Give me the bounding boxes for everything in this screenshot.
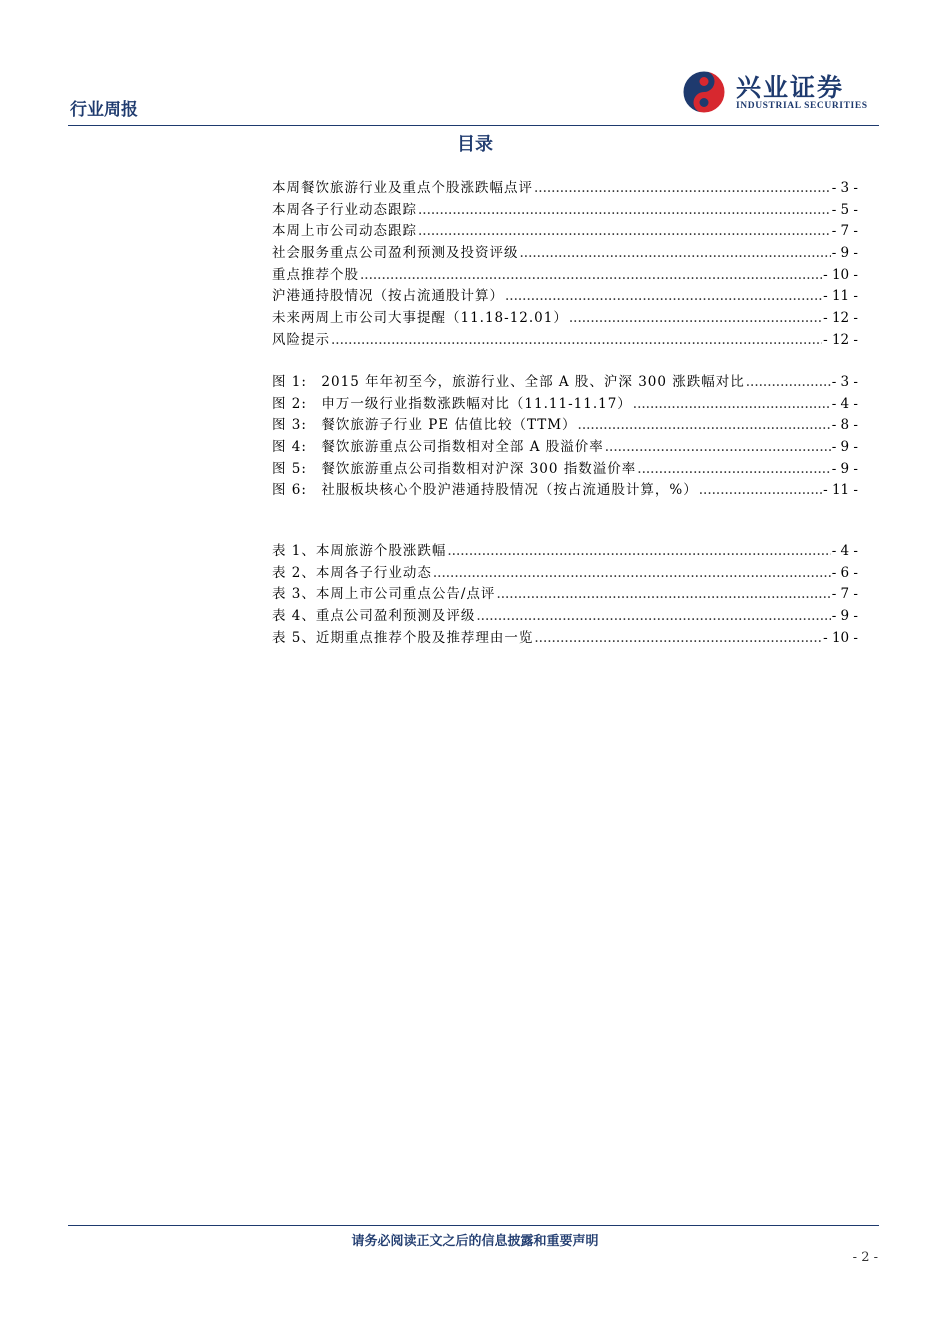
toc-entry-section-3[interactable]: [272, 219, 858, 241]
toc-leader-dots: [476, 608, 830, 624]
toc-entry-page: - 10 -: [823, 629, 858, 646]
toc-entry-page: - 7 -: [831, 586, 858, 603]
toc-leader-dots: [605, 439, 831, 455]
toc-entry-figure-1[interactable]: [272, 370, 858, 392]
toc-entry-page: - 11 -: [823, 482, 858, 499]
toc-entry-text: 本周上市公司动态跟踪: [272, 223, 417, 240]
toc-entry-text: 表 2、本周各子行业动态: [272, 564, 432, 581]
toc-entry-page: - 6 -: [831, 564, 858, 581]
header-divider: [68, 125, 879, 126]
toc-leader-dots: [505, 288, 822, 304]
toc-leader-dots: [418, 223, 831, 239]
toc-entry-page: - 11 -: [823, 288, 858, 305]
toc-entry-text: 本周餐饮旅游行业及重点个股涨跌幅点评: [272, 180, 533, 196]
toc-leader-dots: [520, 245, 831, 261]
toc-entry-section-8[interactable]: [272, 328, 858, 350]
toc-entry-section-1[interactable]: [272, 176, 858, 198]
toc-entry-page: - 7 -: [831, 223, 858, 240]
toc-leader-dots: [447, 543, 830, 559]
toc-leader-dots: [433, 565, 831, 581]
toc-entry-section-7[interactable]: [272, 306, 858, 328]
toc-entry-page: - 12 -: [823, 310, 858, 327]
toc-leader-dots: [578, 417, 831, 433]
toc-entry-table-3[interactable]: [272, 582, 858, 604]
toc-leader-dots: [418, 202, 831, 218]
toc-entry-section-2[interactable]: [272, 198, 858, 220]
logo-mark-icon: [682, 70, 726, 114]
report-type-label: 行业周报: [70, 100, 138, 120]
toc-entry-section-5[interactable]: [272, 263, 858, 285]
toc-entry-text: 表 1、本周旅游个股涨跌幅: [272, 543, 447, 559]
footer-divider: [68, 1225, 879, 1226]
toc-figures: [272, 370, 858, 500]
logo-english-name: INDUSTRIAL SECURITIES: [736, 101, 868, 111]
toc-leader-dots: [699, 482, 822, 498]
toc-entry-section-6[interactable]: [272, 284, 858, 306]
toc-entry-text: 图 2: 申万一级行业指数涨跌幅对比（11.11-11.17）: [272, 395, 632, 412]
toc-entry-text: 表 3、本周上市公司重点公告/点评: [272, 586, 496, 603]
toc-entry-page: - 3 -: [831, 374, 858, 390]
company-logo: [682, 68, 882, 118]
logo-chinese-name: 兴业证券: [736, 73, 845, 102]
toc-entry-section-4[interactable]: [272, 241, 858, 263]
toc-entry-text: 风险提示: [272, 331, 330, 348]
toc-entry-text: 重点推荐个股: [272, 266, 359, 283]
toc-entry-page: - 12 -: [823, 331, 858, 348]
toc-entry-table-5[interactable]: [272, 626, 858, 648]
toc-entry-text: 未来两周上市公司大事提醒（11.18-12.01）: [272, 310, 568, 327]
toc-entry-text: 图 1: 2015 年年初至今，旅游行业、全部 A 股、沪深 300 涨跌幅对比: [272, 374, 745, 390]
toc-leader-dots: [534, 180, 831, 196]
toc-entry-page: - 4 -: [831, 543, 858, 559]
toc-entry-page: - 8 -: [831, 417, 858, 434]
page-number: - 2 -: [852, 1250, 878, 1265]
toc-entry-text: 图 3: 餐饮旅游子行业 PE 估值比较（TTM）: [272, 417, 577, 434]
toc-entry-text: 图 4: 餐饮旅游重点公司指数相对全部 A 股溢价率: [272, 439, 604, 456]
toc-entry-page: - 4 -: [831, 395, 858, 412]
toc-entry-page: - 10 -: [823, 266, 858, 283]
toc-entry-text: 图 5: 餐饮旅游重点公司指数相对沪深 300 指数溢价率: [272, 460, 637, 477]
toc-leader-dots: [331, 332, 822, 348]
toc-entry-figure-4[interactable]: [272, 435, 858, 457]
toc-entry-text: 图 6: 社服板块核心个股沪港通持股情况（按占流通股计算，%）: [272, 482, 698, 499]
toc-leader-dots: [496, 586, 830, 602]
toc-leader-dots: [637, 461, 830, 477]
toc-entry-text: 表 4、重点公司盈利预测及评级: [272, 608, 476, 625]
toc-leader-dots: [360, 267, 822, 283]
toc-entry-table-4[interactable]: [272, 604, 858, 626]
toc-leader-dots: [569, 310, 822, 326]
toc-entry-page: - 9 -: [831, 460, 858, 477]
toc-entry-figure-3[interactable]: [272, 413, 858, 435]
toc-entry-page: - 9 -: [831, 245, 858, 262]
toc-entry-page: - 5 -: [831, 201, 858, 218]
toc-title: 目录: [457, 134, 493, 155]
toc-entry-text: 社会服务重点公司盈利预测及投资评级: [272, 245, 519, 262]
toc-entry-table-2[interactable]: [272, 561, 858, 583]
toc-entry-table-1[interactable]: [272, 539, 858, 561]
toc-entry-figure-2[interactable]: [272, 392, 858, 414]
toc-sections: [272, 176, 858, 350]
toc-leader-dots: [633, 396, 831, 412]
toc-entry-text: 表 5、近期重点推荐个股及推荐理由一览: [272, 629, 534, 646]
toc-entry-figure-6[interactable]: [272, 478, 858, 500]
toc-leader-dots: [534, 630, 822, 646]
toc-leader-dots: [746, 374, 831, 390]
footer-disclaimer: 请务必阅读正文之后的信息披露和重要声明: [351, 1234, 599, 1249]
toc-entry-figure-5[interactable]: [272, 457, 858, 479]
toc-tables: [272, 539, 858, 647]
toc-entry-text: 本周各子行业动态跟踪: [272, 201, 417, 218]
toc-entry-page: - 3 -: [831, 180, 858, 196]
toc-entry-text: 沪港通持股情况（按占流通股计算）: [272, 288, 504, 305]
toc-entry-page: - 9 -: [831, 608, 858, 625]
toc-entry-page: - 9 -: [831, 439, 858, 456]
